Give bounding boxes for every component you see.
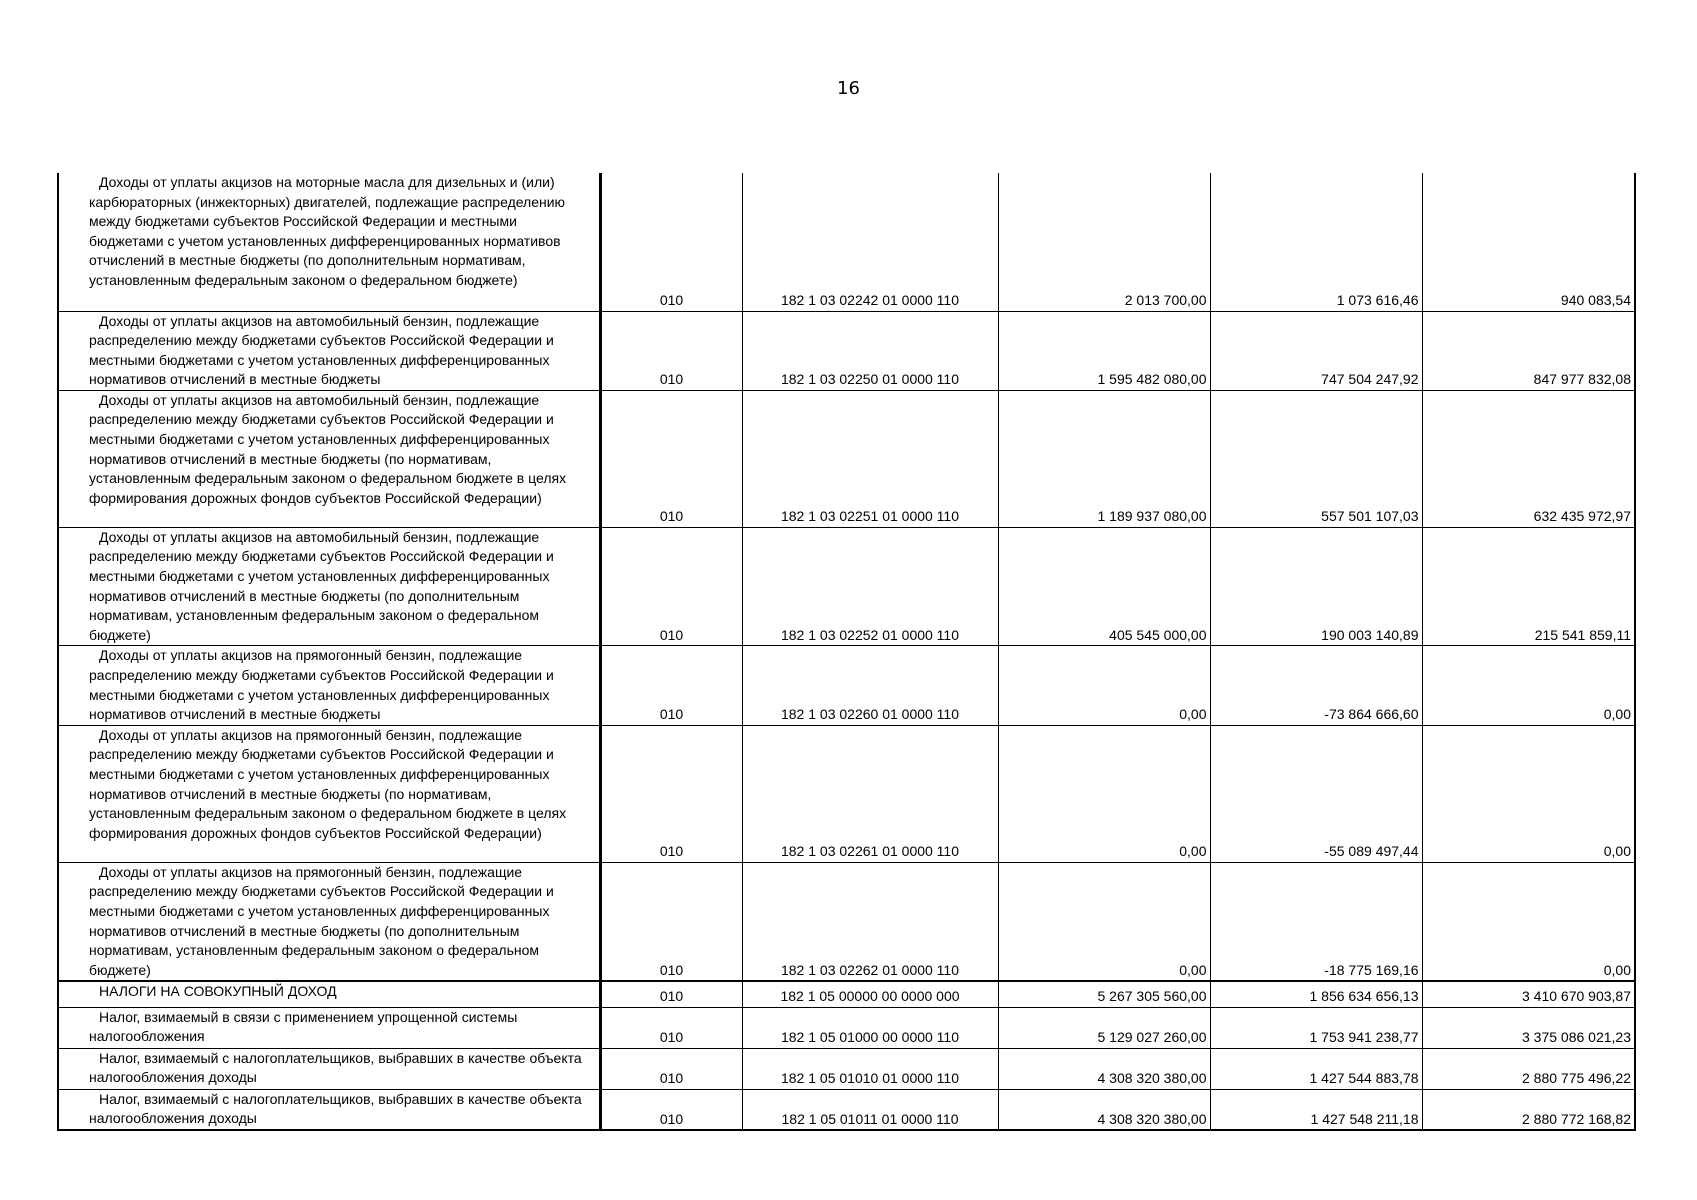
row-kbk: 182 1 03 02252 01 0000 110: [742, 527, 998, 646]
table-row: [58, 173, 1635, 311]
row-name: Доходы от уплаты акцизов на прямогонный бензин, подлежащие распределению между бюджетами субъектов Российской Федерации и местными бюджетами с учетом установленных дифференцированных нормативов отчислений в местные бюджеты (по дополнительным нормативам, установленным федеральным законом о федеральном бюджете): [58, 862, 600, 981]
row-approved: 0,00: [998, 725, 1210, 862]
row-code: 010: [600, 862, 742, 981]
row-approved: 2 013 700,00: [998, 173, 1210, 311]
table-row: [58, 646, 1635, 725]
row-approved: 4 308 320 380,00: [998, 1048, 1210, 1089]
row-name: Налог, взимаемый с налогоплательщиков, выбравших в качестве объекта налогообложения доходы: [58, 1048, 600, 1089]
row-code: 010: [600, 390, 742, 527]
row-executed: 1 427 548 211,18: [1210, 1089, 1422, 1130]
table-row: [58, 390, 1635, 527]
row-code: 010: [600, 173, 742, 311]
row-approved: 405 545 000,00: [998, 527, 1210, 646]
table-row: [58, 862, 1635, 981]
table-row: [58, 1089, 1635, 1130]
row-approved: 1 595 482 080,00: [998, 311, 1210, 390]
revenue-table-body: [58, 173, 1635, 1130]
row-kbk: 182 1 03 02261 01 0000 110: [742, 725, 998, 862]
revenue-table: [57, 173, 1636, 1131]
row-code: 010: [600, 725, 742, 862]
row-remaining: 632 435 972,97: [1422, 390, 1635, 527]
table-row: [58, 527, 1635, 646]
row-code: 010: [600, 981, 742, 1007]
table-row: [58, 1048, 1635, 1089]
table-row: [58, 981, 1635, 1007]
row-remaining: 0,00: [1422, 646, 1635, 725]
row-remaining: 0,00: [1422, 862, 1635, 981]
row-executed: -55 089 497,44: [1210, 725, 1422, 862]
row-name: Доходы от уплаты акцизов на прямогонный бензин, подлежащие распределению между бюджетами субъектов Российской Федерации и местными бюджетами с учетом установленных дифференцированных нормативов отчислений в местные бюджеты: [58, 646, 600, 725]
row-approved: 5 267 305 560,00: [998, 981, 1210, 1007]
row-approved: 0,00: [998, 646, 1210, 725]
row-name: Доходы от уплаты акцизов на моторные масла для дизельных и (или) карбюраторных (инжекторных) двигателей, подлежащие распределению между бюджетами субъектов Российской Федерации и местными бюджетами с учетом установленных дифференцированных нормативов отчислений в местные бюджеты (по дополнительным нормативам, установленным федеральным законом о федеральном бюджете): [58, 173, 600, 311]
row-executed: 1 427 544 883,78: [1210, 1048, 1422, 1089]
row-remaining: 0,00: [1422, 725, 1635, 862]
row-kbk: 182 1 03 02262 01 0000 110: [742, 862, 998, 981]
row-executed: -18 775 169,16: [1210, 862, 1422, 981]
row-name: Доходы от уплаты акцизов на автомобильный бензин, подлежащие распределению между бюджетами субъектов Российской Федерации и местными бюджетами с учетом установленных дифференцированных нормативов отчислений в местные бюджеты (по нормативам, установленным федеральным законом о федеральном бюджете в целях формирования дорожных фондов субъектов Российской Федерации): [58, 390, 600, 527]
row-kbk: 182 1 03 02260 01 0000 110: [742, 646, 998, 725]
row-executed: 190 003 140,89: [1210, 527, 1422, 646]
row-remaining: 215 541 859,11: [1422, 527, 1635, 646]
row-name: Доходы от уплаты акцизов на автомобильный бензин, подлежащие распределению между бюджетами субъектов Российской Федерации и местными бюджетами с учетом установленных дифференцированных нормативов отчислений в местные бюджеты (по дополнительным нормативам, установленным федеральным законом о федеральном бюджете): [58, 527, 600, 646]
table-row: [58, 725, 1635, 862]
row-remaining: 2 880 772 168,82: [1422, 1089, 1635, 1130]
row-executed: 1 856 634 656,13: [1210, 981, 1422, 1007]
row-kbk: 182 1 05 01011 01 0000 110: [742, 1089, 998, 1130]
row-name: Налог, взимаемый с налогоплательщиков, выбравших в качестве объекта налогообложения доходы: [58, 1089, 600, 1130]
row-approved: 4 308 320 380,00: [998, 1089, 1210, 1130]
table-row: [58, 1007, 1635, 1048]
table-row: [58, 311, 1635, 390]
row-approved: 0,00: [998, 862, 1210, 981]
row-executed: 557 501 107,03: [1210, 390, 1422, 527]
row-kbk: 182 1 03 02251 01 0000 110: [742, 390, 998, 527]
row-name: Доходы от уплаты акцизов на автомобильный бензин, подлежащие распределению между бюджетами субъектов Российской Федерации и местными бюджетами с учетом установленных дифференцированных нормативов отчислений в местные бюджеты: [58, 311, 600, 390]
row-kbk: 182 1 05 01000 00 0000 110: [742, 1007, 998, 1048]
row-name: Налог, взимаемый в связи с применением упрощенной системы налогообложения: [58, 1007, 600, 1048]
row-kbk: 182 1 03 02250 01 0000 110: [742, 311, 998, 390]
row-executed: 1 073 616,46: [1210, 173, 1422, 311]
row-executed: -73 864 666,60: [1210, 646, 1422, 725]
row-remaining: 3 375 086 021,23: [1422, 1007, 1635, 1048]
row-remaining: 847 977 832,08: [1422, 311, 1635, 390]
row-executed: 1 753 941 238,77: [1210, 1007, 1422, 1048]
row-kbk: 182 1 05 00000 00 0000 000: [742, 981, 998, 1007]
row-code: 010: [600, 311, 742, 390]
row-kbk: 182 1 03 02242 01 0000 110: [742, 173, 998, 311]
row-remaining: 3 410 670 903,87: [1422, 981, 1635, 1007]
row-code: 010: [600, 527, 742, 646]
row-code: 010: [600, 1089, 742, 1130]
row-code: 010: [600, 646, 742, 725]
row-approved: 5 129 027 260,00: [998, 1007, 1210, 1048]
row-code: 010: [600, 1048, 742, 1089]
row-approved: 1 189 937 080,00: [998, 390, 1210, 527]
row-name: НАЛОГИ НА СОВОКУПНЫЙ ДОХОД: [58, 981, 600, 1007]
row-code: 010: [600, 1007, 742, 1048]
row-remaining: 940 083,54: [1422, 173, 1635, 311]
row-name: Доходы от уплаты акцизов на прямогонный бензин, подлежащие распределению между бюджетами субъектов Российской Федерации и местными бюджетами с учетом установленных дифференцированных нормативов отчислений в местные бюджеты (по нормативам, установленным федеральным законом о федеральном бюджете в целях формирования дорожных фондов субъектов Российской Федерации): [58, 725, 600, 862]
page-number: 16: [837, 78, 860, 99]
row-executed: 747 504 247,92: [1210, 311, 1422, 390]
row-remaining: 2 880 775 496,22: [1422, 1048, 1635, 1089]
row-kbk: 182 1 05 01010 01 0000 110: [742, 1048, 998, 1089]
